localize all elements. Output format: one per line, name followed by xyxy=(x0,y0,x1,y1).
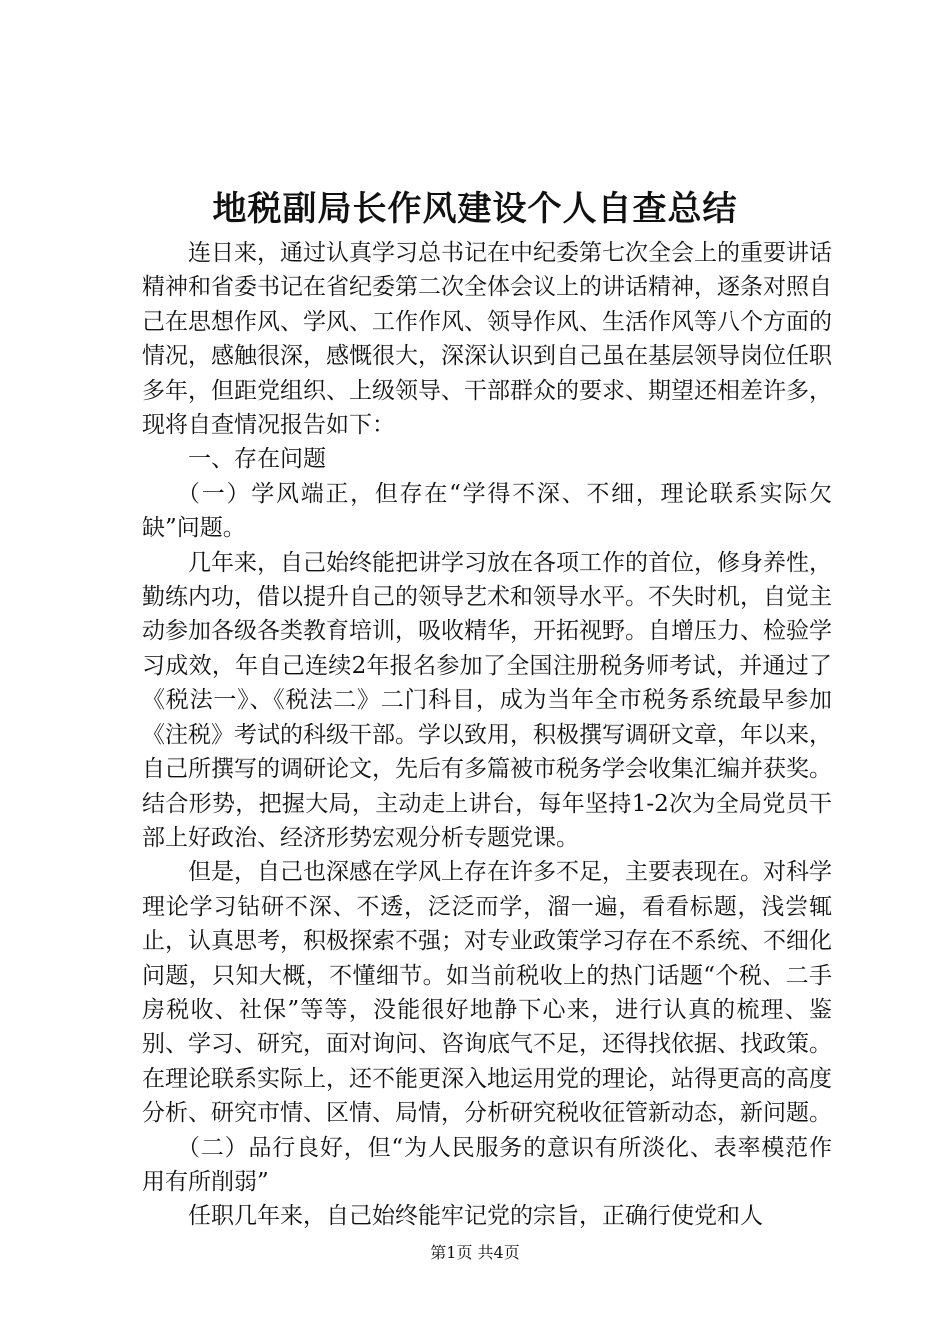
document-title: 地税副局长作风建设个人自查总结 xyxy=(212,189,738,229)
paragraph-study-achievements: 几年来，自己始终能把讲学习放在各项工作的首位，修身养性，勤练内功，借以提升自己的领导艺术和领导水平。不失时机，自觉主动参加各级各类教育培训，吸收精华，开拓视野。自增压力、检验学习成效，年自己连续2年报名参加了全国注册税务师考试，并通过了《税法一》、《税法二》二门科目，成为当年全市税务系统最早参加《注税》考试的科级干部。学以致用，积极撰写调研文章，年以来，自己所撰写的调研论文，先后有多篇被市税务学会收集汇编并获奖。结合形势，把握大局，主动走上讲台，每年坚持1-2次为全局党员干部上好政治、经济形势宏观分析专题党课。 xyxy=(142,549,832,851)
paragraph-intro: 连日来，通过认真学习总书记在中纪委第七次全会上的重要讲话精神和省委书记在省纪委第二次全体会议上的讲话精神，逐条对照自己在思想作风、学风、工作作风、领导作风、生活作风等八个方面的情况，感触很深，感慨很大，深深认识到自己虽在基层领导岗位任职多年，但距党组织、上级领导、干部群众的要求、期望还相差许多，现将自查情况报告如下： xyxy=(142,240,832,439)
document-body xyxy=(142,236,832,1234)
paragraph-study-shortcomings: 但是，自己也深感在学风上存在许多不足，主要表现在。对科学理论学习钻研不深、不透，泛泛而学，溜一遍，看看标题，浅尝辄止，认真思考，积极探索不强；对专业政策学习存在不系统、不细化问题，只知大概，不懂细节。如当前税收上的热门话题“个税、二手房税收、社保”等等，没能很好地静下心来，进行认真的梳理、鉴别、学习、研究，面对询问、咨询底气不足，还得找依据、找政策。在理论联系实际上，还不能更深入地运用党的理论，站得更高的高度分析、研究市情、区情、局情，分析研究税收征管新动态，新问题。 xyxy=(142,859,832,1127)
section-heading-problems: 一、存在问题 xyxy=(188,446,326,473)
subsection-heading-2: （二）品行良好，但“为人民服务的意识有所淡化、表率模范作用有所削弱” xyxy=(142,1134,832,1195)
subsection-heading-1: （一）学风端正，但存在“学得不深、不细，理论联系实际欠缺”问题。 xyxy=(142,480,832,542)
page-number-footer: 第1页 共4页 xyxy=(430,1243,520,1262)
paragraph-service-start: 任职几年来，自己始终能牢记党的宗旨，正确行使党和人 xyxy=(188,1203,763,1230)
